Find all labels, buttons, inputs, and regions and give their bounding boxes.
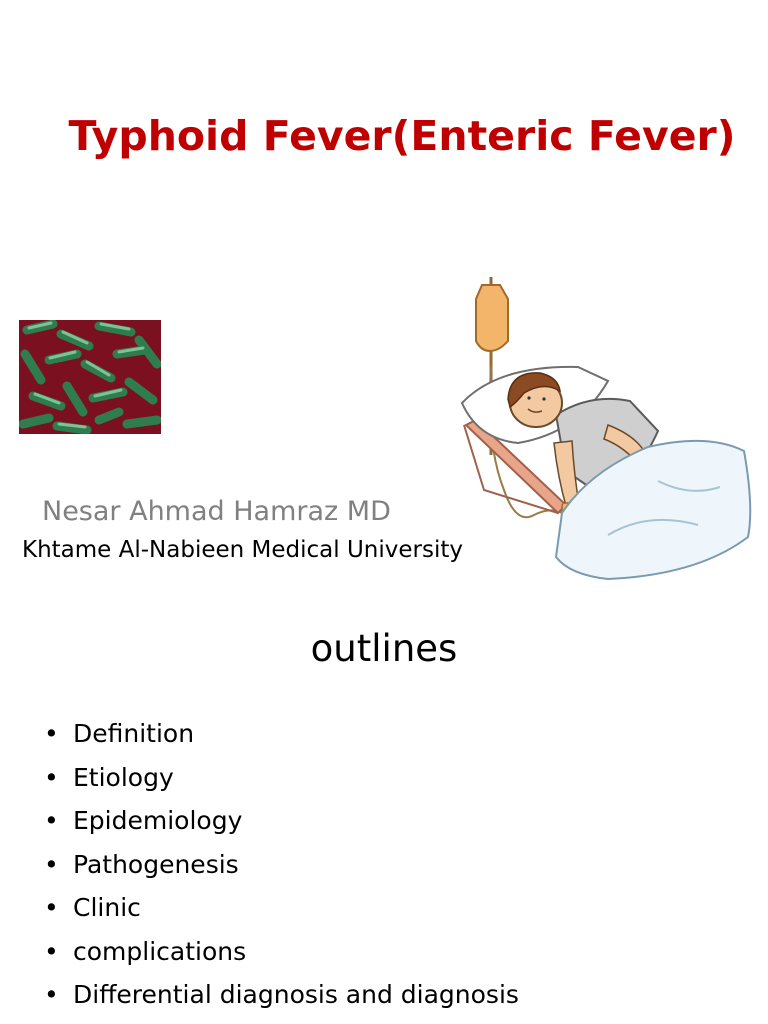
list-item	[44, 973, 519, 1017]
bullet-icon: •	[44, 980, 59, 1009]
bullet-icon: •	[44, 719, 59, 748]
bullet-icon: •	[44, 806, 59, 835]
list-item-label: Clinic	[73, 893, 141, 922]
slide-title: Typhoid Fever(Enteric Fever)	[68, 112, 736, 160]
bacteria-image	[19, 320, 161, 434]
list-item-label: complications	[73, 936, 247, 966]
list-item-label: Differential diagnosis and diagnosis	[73, 980, 519, 1009]
bullet-icon: •	[44, 893, 59, 922]
list-item	[44, 930, 519, 974]
list-item-label: Epidemiology	[73, 806, 243, 835]
outline-list	[44, 712, 519, 1017]
bullet-icon: •	[44, 936, 59, 966]
list-item	[44, 799, 519, 843]
list-item-label: Pathogenesis	[73, 849, 239, 879]
list-item-label: Definition	[73, 719, 195, 748]
bullet-icon: •	[44, 762, 59, 792]
outline-slide	[0, 600, 768, 1024]
patient-illustration	[458, 275, 753, 580]
list-item	[44, 886, 519, 930]
bullet-icon: •	[44, 849, 59, 879]
author-name: Nesar Ahmad Hamraz MD	[42, 496, 391, 527]
outline-title: outlines	[310, 627, 458, 670]
list-item-label: Etiology	[73, 762, 174, 792]
university-name: Khtame Al-Nabieen Medical University	[22, 537, 463, 563]
list-item	[44, 843, 519, 887]
list-item	[44, 756, 519, 800]
list-item	[44, 712, 519, 756]
